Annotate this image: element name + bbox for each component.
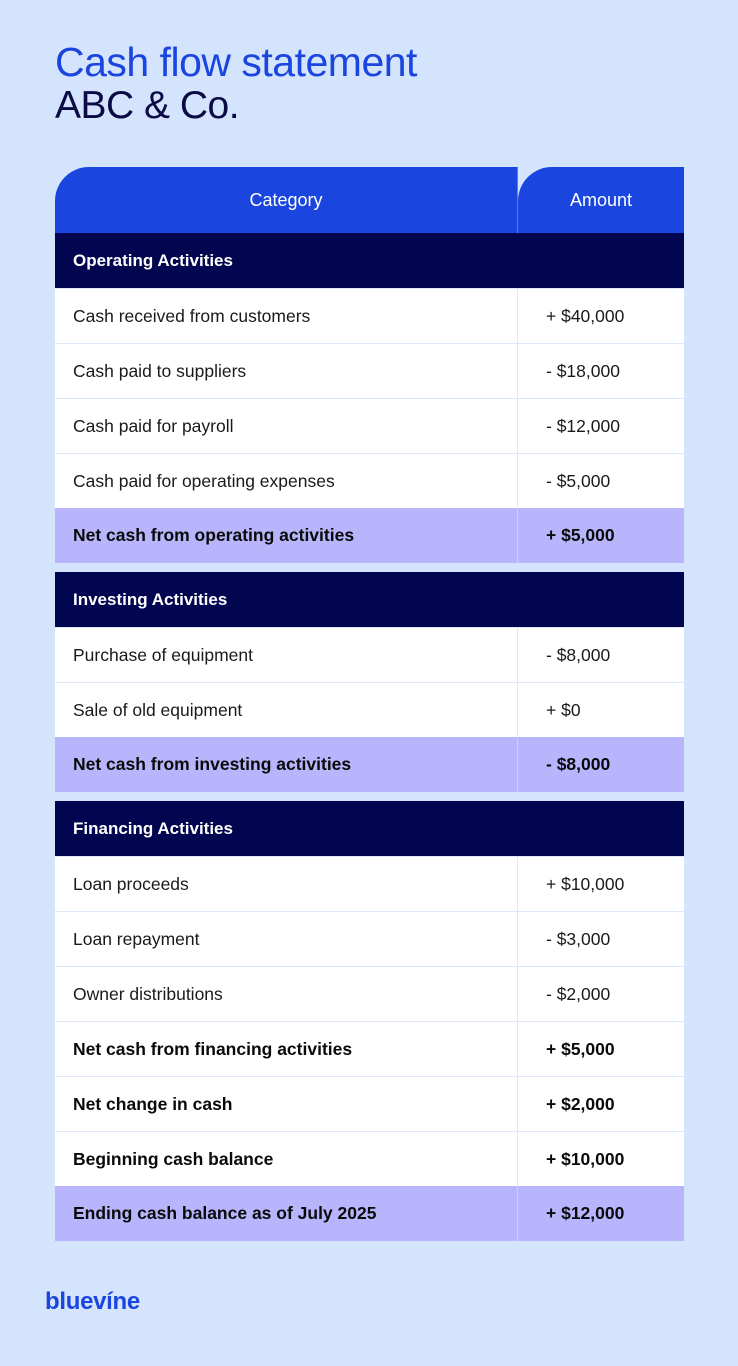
row-label: Loan repayment — [55, 912, 518, 966]
row-amount: + $0 — [546, 699, 581, 720]
row-label: Cash paid for operating expenses — [55, 454, 518, 508]
subtotal-amount: - $8,000 — [546, 754, 611, 774]
column-header-amount: Amount — [518, 167, 684, 233]
row-label: Cash paid to suppliers — [55, 344, 518, 398]
row-label: Sale of old equipment — [55, 683, 518, 737]
total-label: Net cash from financing activities — [55, 1022, 518, 1076]
section-header-operating: Operating Activities — [55, 233, 684, 288]
table-row — [55, 627, 684, 682]
cash-flow-table — [55, 167, 684, 1241]
subtotal-amount: + $12,000 — [546, 1203, 625, 1223]
company-name: ABC & Co. — [55, 84, 240, 127]
row-amount: - $12,000 — [546, 415, 620, 436]
table-row — [55, 682, 684, 737]
table-row — [55, 288, 684, 343]
row-label: Loan proceeds — [55, 857, 518, 911]
total-row-financing — [55, 1021, 684, 1076]
subtotal-row-investing — [55, 737, 684, 792]
bluevine-logo: bluevíne — [45, 1288, 140, 1315]
column-header-category: Category — [55, 167, 518, 233]
table-row — [55, 398, 684, 453]
row-amount: + $10,000 — [546, 873, 625, 894]
total-label: Beginning cash balance — [55, 1132, 518, 1186]
table-header — [55, 167, 684, 233]
subtotal-row-ending-balance — [55, 1186, 684, 1241]
total-label: Net change in cash — [55, 1077, 518, 1131]
subtotal-row-operating — [55, 508, 684, 563]
table-row — [55, 911, 684, 966]
table-row — [55, 966, 684, 1021]
section-header-investing: Investing Activities — [55, 572, 684, 627]
row-label: Cash received from customers — [55, 289, 518, 343]
total-row-net-change — [55, 1076, 684, 1131]
table-row — [55, 343, 684, 398]
table-row — [55, 453, 684, 508]
total-amount: + $2,000 — [546, 1093, 615, 1114]
row-label: Purchase of equipment — [55, 628, 518, 682]
row-amount: - $3,000 — [546, 928, 611, 949]
row-amount: - $8,000 — [546, 644, 611, 665]
page-title: Cash flow statement — [55, 39, 417, 85]
table-row — [55, 856, 684, 911]
subtotal-label: Ending cash balance as of July 2025 — [55, 1186, 518, 1241]
subtotal-label: Net cash from investing activities — [55, 737, 518, 792]
row-label: Cash paid for payroll — [55, 399, 518, 453]
total-amount: + $5,000 — [546, 1038, 615, 1059]
row-amount: - $5,000 — [546, 470, 611, 491]
total-row-beginning-balance — [55, 1131, 684, 1186]
subtotal-amount: + $5,000 — [546, 525, 615, 545]
row-amount: - $18,000 — [546, 360, 620, 381]
section-header-financing: Financing Activities — [55, 801, 684, 856]
row-label: Owner distributions — [55, 967, 518, 1021]
title-block — [55, 40, 417, 128]
row-amount: - $2,000 — [546, 983, 611, 1004]
subtotal-label: Net cash from operating activities — [55, 508, 518, 563]
section-gap — [55, 563, 684, 572]
total-amount: + $10,000 — [546, 1148, 625, 1169]
row-amount: + $40,000 — [546, 305, 625, 326]
section-gap — [55, 792, 684, 801]
